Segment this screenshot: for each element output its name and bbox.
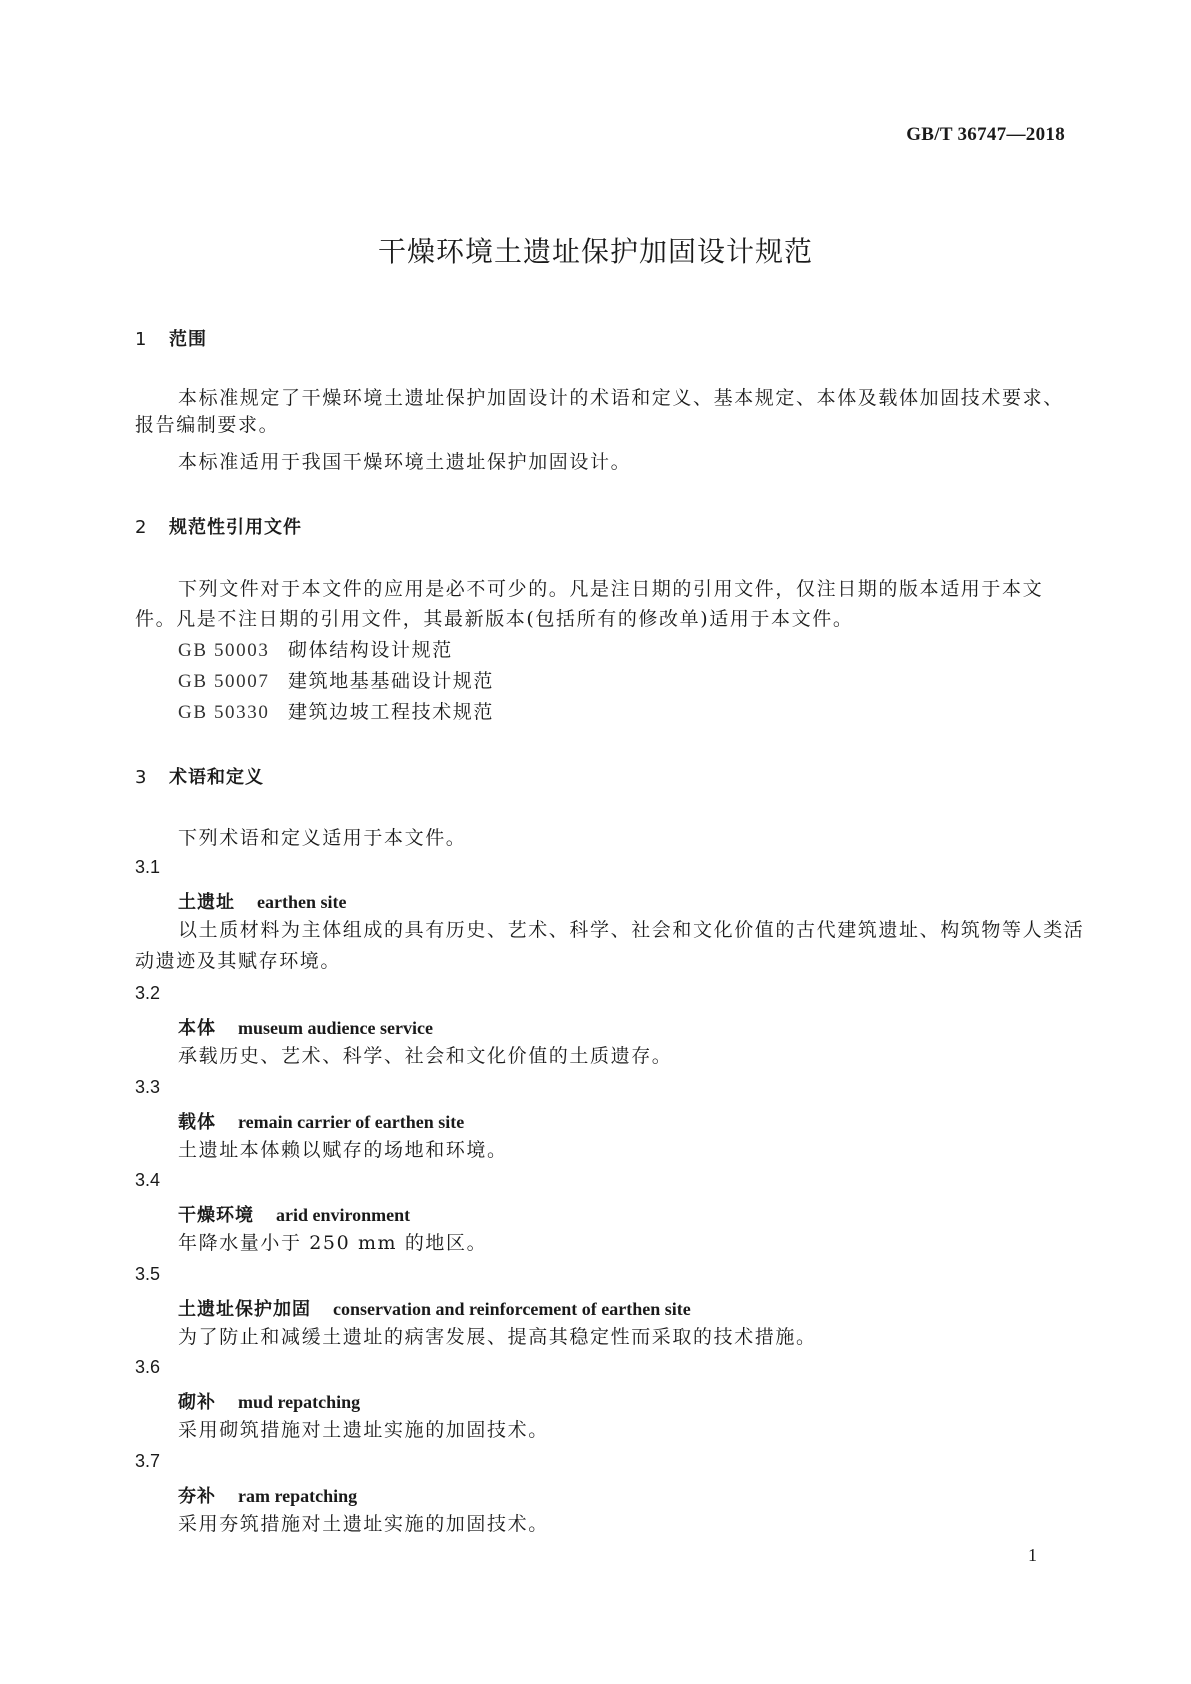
section-number: 1 — [135, 329, 148, 350]
paragraph-line: 报告编制要求。 — [135, 414, 280, 436]
term-entry — [178, 1295, 691, 1321]
paragraph-line: 下列术语和定义适用于本文件。 — [178, 827, 467, 849]
term-english: conservation and reinforcement of earthen site — [333, 1299, 691, 1319]
section-title: 规范性引用文件 — [169, 517, 302, 538]
term-english: remain carrier of earthen site — [238, 1112, 465, 1132]
clause-number: 3.2 — [135, 983, 161, 1003]
paragraph-line: 本标准适用于我国干燥环境土遗址保护加固设计。 — [178, 451, 632, 473]
standard-number: GB/T 36747—2018 — [906, 124, 1065, 145]
term-entry — [178, 1108, 464, 1134]
clause-number: 3.7 — [135, 1451, 161, 1471]
definition-line: 承载历史、艺术、科学、社会和文化价值的土质遗存。 — [178, 1045, 673, 1067]
term-entry — [178, 1482, 357, 1508]
paragraph-line: 本标准规定了干燥环境土遗址保护加固设计的术语和定义、基本规定、本体及载体加固技术要求、 — [178, 387, 1064, 409]
term-english: ram repatching — [238, 1486, 358, 1506]
term-entry — [178, 1388, 360, 1414]
definition-line: 年降水量小于 250 mm 的地区。 — [178, 1232, 488, 1254]
term-chinese: 土遗址保护加固 — [178, 1299, 311, 1320]
term-chinese: 土遗址 — [178, 892, 235, 913]
term-chinese: 本体 — [178, 1018, 216, 1039]
section-title: 范围 — [169, 329, 207, 350]
term-entry — [178, 1014, 433, 1040]
term-english: mud repatching — [238, 1392, 361, 1412]
section-heading-references — [135, 513, 302, 539]
reference-item — [178, 697, 494, 728]
clause-number: 3.4 — [135, 1170, 161, 1190]
term-entry — [178, 1201, 410, 1227]
term-english: museum audience service — [238, 1018, 433, 1038]
reference-item — [178, 666, 494, 697]
definition-line: 为了防止和减缓土遗址的病害发展、提高其稳定性而采取的技术措施。 — [178, 1326, 817, 1348]
term-english: arid environment — [276, 1205, 411, 1225]
section-number: 2 — [135, 517, 148, 538]
document-title: 干燥环境土遗址保护加固设计规范 — [377, 235, 813, 268]
clause-number: 3.5 — [135, 1264, 161, 1284]
term-english: earthen site — [257, 892, 347, 912]
term-chinese: 砌补 — [178, 1392, 216, 1413]
clause-number: 3.6 — [135, 1357, 161, 1377]
section-heading-terms — [135, 763, 264, 789]
term-chinese: 夯补 — [178, 1486, 216, 1507]
definition-line: 动遗迹及其赋存环境。 — [135, 950, 342, 972]
reference-code: GB 50007 — [178, 671, 270, 692]
reference-name: 砌体结构设计规范 — [288, 639, 453, 661]
definition-line: 以土质材料为主体组成的具有历史、艺术、科学、社会和文化价值的古代建筑遗址、构筑物等人类活 — [178, 919, 1085, 941]
section-title: 术语和定义 — [169, 767, 264, 788]
reference-item — [178, 635, 453, 666]
definition-line: 采用砌筑措施对土遗址实施的加固技术。 — [178, 1419, 549, 1441]
definition-line: 土遗址本体赖以赋存的场地和环境。 — [178, 1139, 508, 1161]
page-number: 1 — [1028, 1545, 1037, 1565]
reference-code: GB 50003 — [178, 640, 270, 661]
paragraph-line: 件。凡是不注日期的引用文件，其最新版本(包括所有的修改单)适用于本文件。 — [135, 608, 854, 630]
definition-line: 采用夯筑措施对土遗址实施的加固技术。 — [178, 1513, 549, 1535]
section-number: 3 — [135, 767, 148, 788]
reference-code: GB 50330 — [178, 702, 270, 723]
reference-name: 建筑边坡工程技术规范 — [288, 701, 495, 723]
term-entry — [178, 888, 346, 914]
clause-number: 3.3 — [135, 1077, 161, 1097]
section-heading-scope — [135, 325, 207, 351]
term-chinese: 载体 — [178, 1112, 216, 1133]
term-chinese: 干燥环境 — [178, 1205, 254, 1226]
paragraph-line: 下列文件对于本文件的应用是必不可少的。凡是注日期的引用文件，仅注日期的版本适用于本文 — [178, 578, 1044, 600]
clause-number: 3.1 — [135, 857, 161, 877]
reference-name: 建筑地基基础设计规范 — [288, 670, 495, 692]
